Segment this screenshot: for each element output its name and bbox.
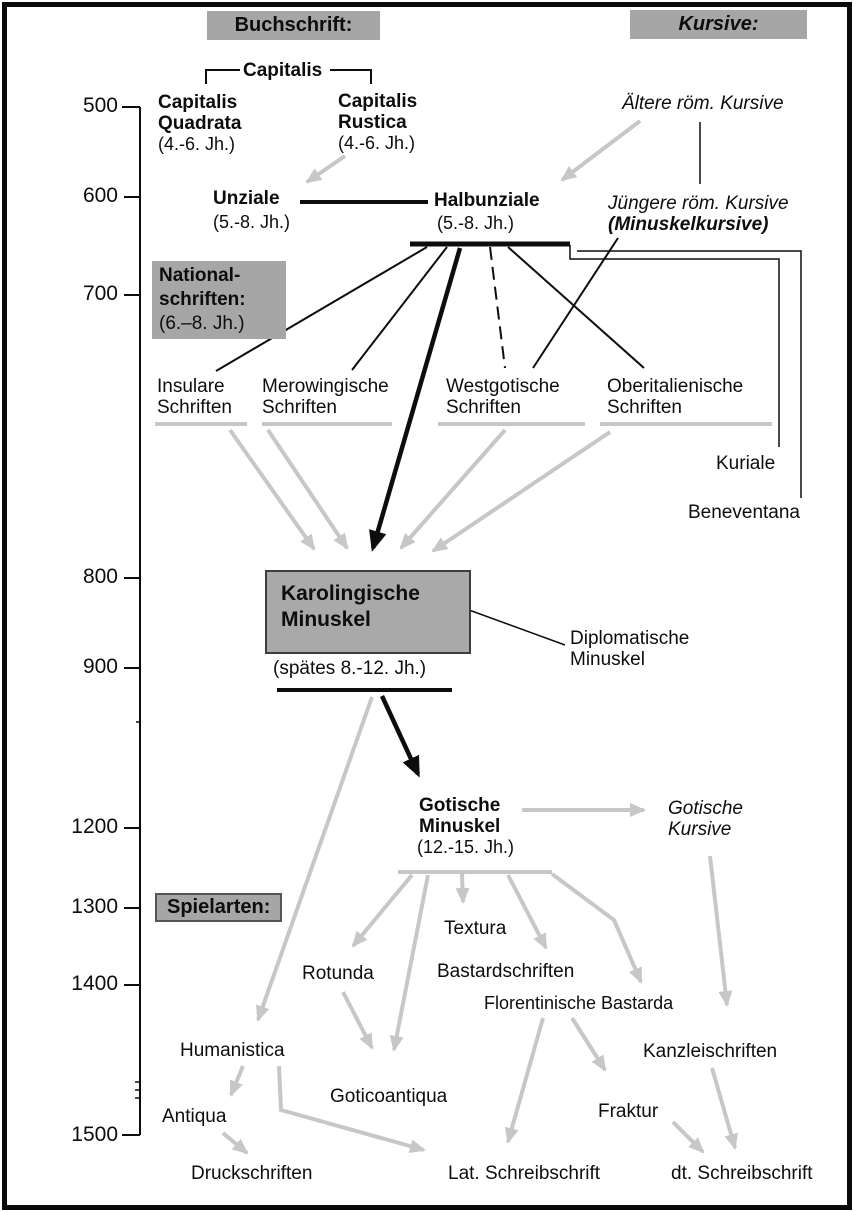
node-karolingische-minuskel: Karolingische Minuskel (265, 570, 471, 654)
node-karolingische-date: (spätes 8.-12. Jh.) (273, 658, 427, 679)
tick-700: 700 (82, 282, 118, 305)
tick-1500: 1500 (71, 1123, 118, 1146)
node-textura: Textura (444, 918, 507, 939)
node-westgotische: Westgotische Schriften (446, 376, 560, 418)
tick-500: 500 (82, 94, 118, 117)
line-juengere-nationalschriften (533, 238, 618, 368)
node-humanistica: Humanistica (180, 1040, 285, 1061)
node-aeltere-roem-kursive: Ältere röm. Kursive (622, 93, 784, 114)
capitalis-bracket-right (330, 70, 371, 84)
capitalis-bracket-left (206, 70, 240, 84)
header-buchschrift-label: Buchschrift: (234, 14, 353, 36)
node-insulare: Insulare Schriften (157, 376, 232, 418)
node-antiqua: Antiqua (162, 1106, 227, 1127)
arrow-humanistica-lat (279, 1066, 424, 1150)
arrow-rustica-unziale (307, 156, 345, 182)
node-kuriale: Kuriale (716, 453, 776, 474)
node-spielarten: Spielarten: (155, 893, 282, 922)
node-capitalis-rustica: Capitalis Rustica (4.-6. Jh.) (338, 91, 418, 153)
node-unziale: Unziale (5.-8. Jh.) (213, 188, 291, 232)
timeline-axis (122, 107, 140, 1135)
tick-1200: 1200 (71, 815, 118, 838)
arrow-merowingische-karolingische (268, 430, 347, 548)
line-halbunziale-merowingische (352, 247, 447, 370)
arrow-to-rotunda (353, 875, 412, 946)
header-kursive (630, 10, 807, 39)
arrow-antiqua-druckschriften (223, 1133, 247, 1153)
arrow-florentinische-fraktur (572, 1018, 605, 1070)
node-florentinische-bastarda: Florentinische Bastarda (484, 993, 674, 1013)
node-lat-schreibschrift: Lat. Schreibschrift (448, 1163, 601, 1184)
tick-1400: 1400 (71, 972, 118, 995)
arrow-rotunda-goticoantiqua (343, 992, 372, 1048)
header-kursive-label: Kursive: (678, 13, 759, 35)
line-halbunziale-westgotische (490, 247, 505, 368)
line-karolingische-diplomatische (458, 606, 565, 645)
arrow-to-bastardschriften (508, 875, 546, 948)
node-druckschriften: Druckschriften (191, 1163, 313, 1184)
arrow-to-goticoantiqua-long (394, 875, 428, 1050)
tick-800: 800 (82, 565, 118, 588)
node-rotunda: Rotunda (302, 963, 374, 984)
node-gotische-kursive: Gotische Kursive (668, 798, 743, 840)
node-capitalis-quadrata: Capitalis Quadrata (4.-6. Jh.) (158, 92, 242, 154)
node-oberitalienische: Oberitalienische Schriften (607, 376, 744, 418)
arrow-aeltere-halbunziale (562, 121, 640, 180)
node-diplomatische-minuskel: Diplomatische Minuskel (570, 628, 690, 670)
node-juengere-roem-kursive: Jüngere röm. Kursive (Minuskelkursive) (608, 193, 789, 235)
tick-900: 900 (82, 655, 118, 678)
node-gotische-minuskel: Gotische Minuskel (12.-15. Jh.) (417, 795, 515, 857)
arrow-kanzlei-dt (712, 1068, 735, 1148)
arrow-oberitalienische-karolingische (433, 432, 610, 551)
line-halbunziale-oberitalienische (508, 247, 644, 368)
node-capitalis-group: Capitalis (243, 60, 323, 81)
arrow-karolingische-gotische (382, 696, 418, 774)
node-halbunziale: Halbunziale (5.-8. Jh.) (434, 190, 540, 233)
node-dt-schreibschrift: dt. Schreibschrift (671, 1163, 813, 1184)
arrow-humanistica-antiqua (231, 1066, 243, 1095)
node-fraktur: Fraktur (598, 1101, 659, 1122)
arrow-gotische-kursive-kanzlei (710, 856, 727, 1005)
arrow-westgotische-karolingische (401, 430, 505, 548)
arrow-insulare-karolingische (230, 430, 314, 549)
node-bastardschriften: Bastardschriften (437, 961, 575, 982)
node-beneventana: Beneventana (688, 502, 800, 523)
arrow-fraktur-dt (673, 1122, 703, 1152)
node-nationalschriften: National- schriften: (6.–8. Jh.) (152, 261, 286, 339)
node-kanzleischriften: Kanzleischriften (643, 1041, 778, 1062)
arrow-florentinische-lat (508, 1018, 543, 1142)
node-goticoantiqua: Goticoantiqua (330, 1086, 448, 1107)
tick-600: 600 (82, 184, 118, 207)
header-buchschrift (207, 11, 380, 40)
arrow-to-textura (462, 874, 463, 902)
node-merowingische: Merowingische Schriften (262, 376, 389, 418)
tick-1300: 1300 (71, 895, 118, 918)
